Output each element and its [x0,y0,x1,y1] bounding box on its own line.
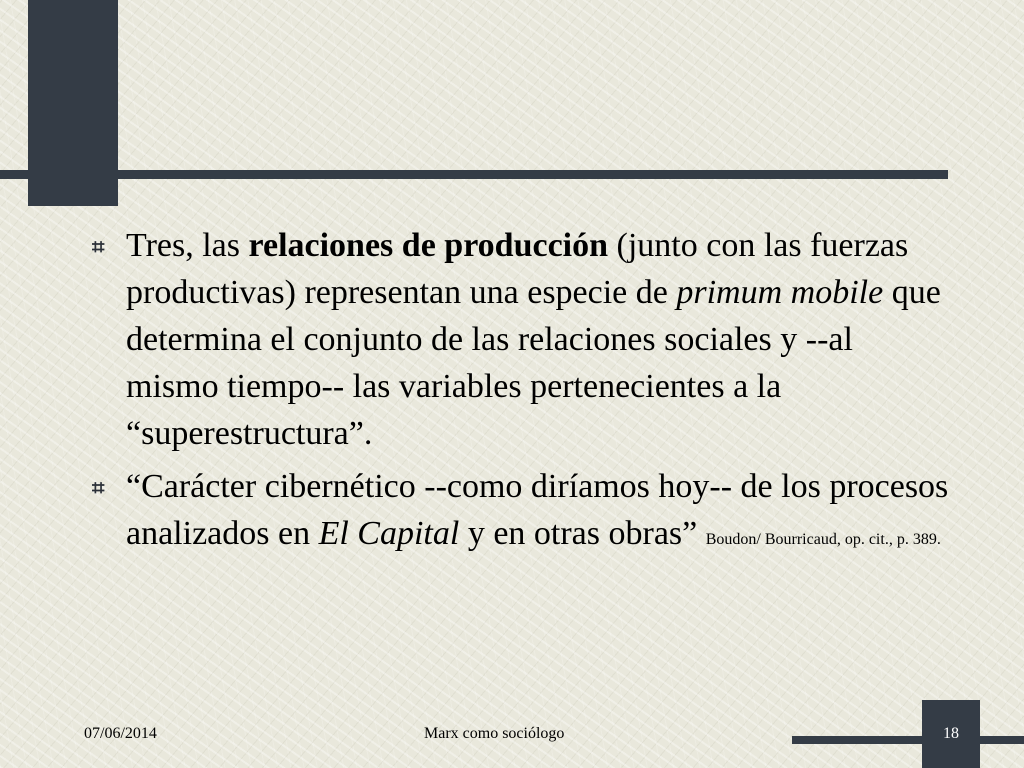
emphasis-bold: relaciones de producción [248,227,609,264]
text-run [697,515,706,552]
bullet-hash-icon: ⌗ [92,476,105,501]
slide-content [92,222,952,569]
bullet-hash-icon: ⌗ [92,235,105,260]
emphasis-italic: El Capital [318,515,460,552]
text-run: que determina el conjunto de las relaciones sociales y --al mismo tiempo-- las variables pertenecientes a la “superestructura”. [126,274,941,452]
text-run: Tres, las [126,227,249,264]
text-run: (junto con las fuerzas productivas) representan una especie de [126,227,909,311]
footer-date: 07/06/2014 [84,725,157,742]
top-decorative-bar [0,170,948,179]
text-run: y en otras obras” [459,515,698,552]
citation: Boudon/ Bourricaud, op. cit., p. 389. [705,531,941,548]
footer-title: Marx como sociólogo [424,725,565,742]
bullet-item [92,222,952,457]
bullet-text [126,463,952,563]
page-number: 18 [943,725,959,742]
emphasis-italic: primum mobile [676,274,884,311]
bullet-item [92,463,952,563]
bottom-decorative-bar [792,736,1024,744]
text-run: “Carácter cibernético --como diríamos hoy-- de los procesos analizados en [126,468,949,552]
bullet-text [126,222,952,457]
